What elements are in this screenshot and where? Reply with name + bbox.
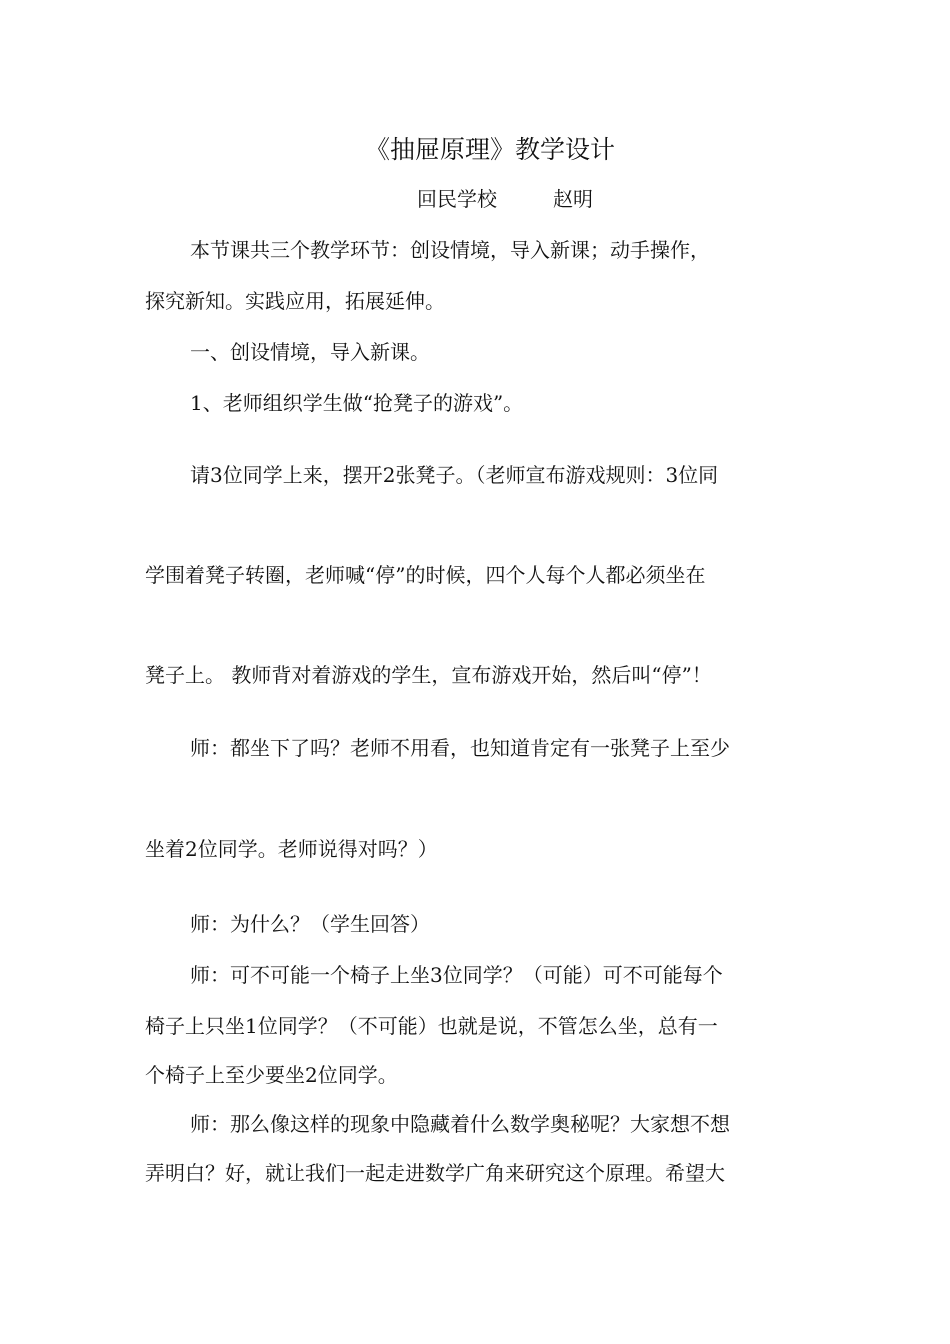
paragraph-line: 师：为什么？（学生回答） — [190, 912, 430, 936]
paragraph-line: 师：可不可能一个椅子上坐3位同学？（可能）可不可能每个 — [190, 963, 723, 987]
paragraph-line: 请3位同学上来，摆开2张凳子。（老师宣布游戏规则：3位同 — [190, 463, 719, 487]
paragraph-line: 弄明白？好，就让我们一起走进数学广角来研究这个原理。希望大 — [145, 1161, 725, 1185]
paragraph-line: 椅子上只坐1位同学？（不可能）也就是说，不管怎么坐，总有一 — [145, 1014, 718, 1038]
document-title: 《抽屉原理》教学设计 — [364, 135, 615, 164]
paragraph-line: 坐着2位同学。老师说得对吗？） — [145, 837, 438, 861]
paragraph-line: 个椅子上至少要坐2位同学。 — [145, 1063, 398, 1087]
paragraph-line: 师：都坐下了吗？老师不用看，也知道肯定有一张凳子上至少 — [190, 736, 730, 760]
section-heading: 一、创设情境，导入新课。 — [190, 340, 430, 364]
author-line — [0, 184, 950, 214]
paragraph-line: 凳子上。 教师背对着游戏的学生，宣布游戏开始，然后叫“停”！ — [145, 663, 712, 687]
paragraph-line: 学围着凳子转圈，老师喊“停”的时候，四个人每个人都必须坐在 — [145, 563, 706, 587]
paragraph-line: 探究新知。实践应用，拓展延伸。 — [145, 289, 445, 313]
school-name: 回民学校 — [417, 187, 497, 211]
paragraph-line: 1、老师组织学生做“抢凳子的游戏”。 — [190, 391, 524, 415]
paragraph-line: 师：那么像这样的现象中隐藏着什么数学奥秘呢？大家想不想 — [190, 1112, 730, 1136]
paragraph-line: 本节课共三个教学环节：创设情境，导入新课；动手操作， — [190, 238, 710, 262]
author-name: 赵明 — [553, 187, 593, 211]
